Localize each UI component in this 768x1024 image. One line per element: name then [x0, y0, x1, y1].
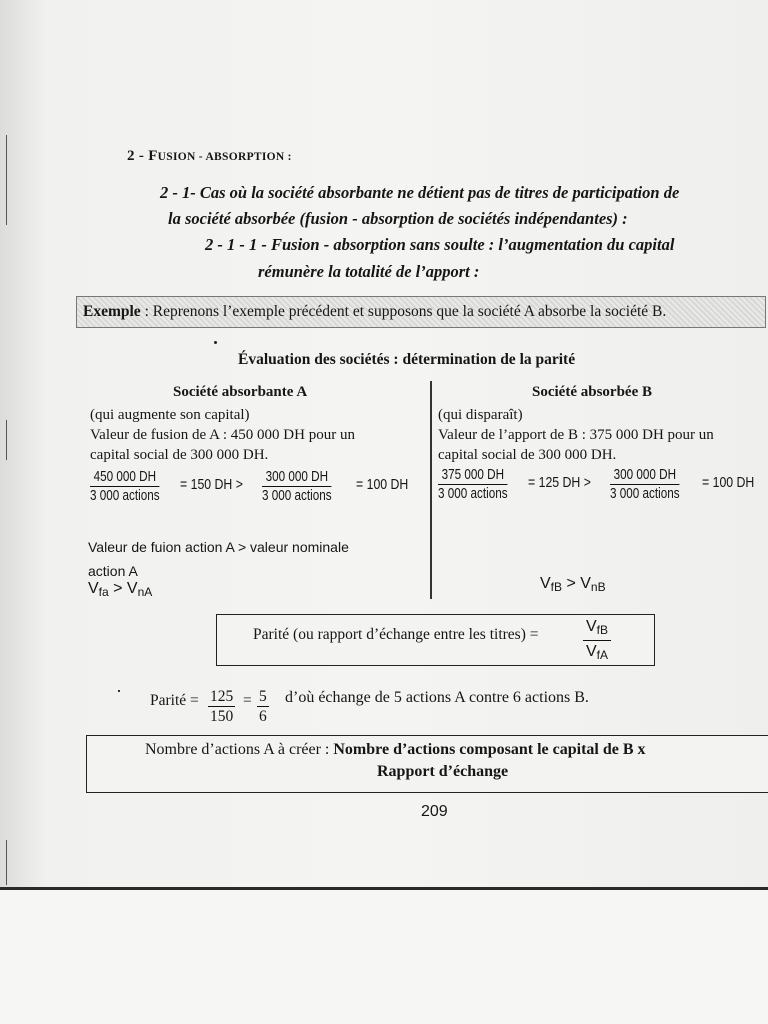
left-note-line: Valeur de fuion action A > valeur nominale	[88, 539, 349, 555]
scan-background	[0, 890, 768, 1024]
margin-mark	[6, 135, 7, 225]
subsubsection-heading	[205, 231, 674, 285]
column-divider	[430, 381, 432, 599]
example-body: : Reprenons l’exemple précédent et supposons que la société A absorbe la société B.	[140, 303, 667, 320]
parity-definition-text: Parité (ou rapport d’échange entre les titres) =	[253, 626, 539, 643]
fraction-numerator: 300 000 DH	[610, 466, 680, 485]
formula-box	[86, 735, 768, 793]
speck	[118, 690, 120, 692]
parity-fraction	[583, 617, 611, 666]
parity-equals: =	[243, 692, 252, 709]
right-column-text	[438, 405, 714, 465]
section-heading: 2 - FUSION - ABSORPTION :	[127, 148, 292, 164]
left-value-comparison: $V_{fa} > V_{nA}$	[88, 580, 153, 599]
left-note	[88, 535, 349, 583]
fraction-denominator: 3 000 actions	[90, 487, 160, 504]
right-text-line: capital social de 300 000 DH.	[438, 447, 617, 463]
left-equation-result: = 100 DH	[356, 476, 409, 493]
subsection-heading-line2: la société absorbée (fusion - absorption de sociétés indépendantes) :	[168, 209, 628, 228]
parity-fraction-simplified	[257, 687, 269, 727]
right-equation-result: = 100 DH	[702, 474, 755, 491]
fraction-numerator: 125	[210, 688, 234, 705]
fraction-numerator: 5	[259, 688, 267, 705]
left-text-line: (qui augmente son capital)	[90, 407, 250, 423]
example-text	[83, 303, 666, 321]
right-fraction-nominal	[610, 466, 680, 503]
example-box	[76, 296, 766, 328]
fraction-denominator: 3 000 actions	[610, 485, 680, 502]
fraction-denominator: 150	[210, 708, 234, 725]
left-text-line: capital social de 300 000 DH.	[90, 447, 269, 463]
right-column-title: Société absorbée B	[532, 384, 652, 400]
left-fraction-fusion	[90, 468, 160, 505]
left-text-line: Valeur de fusion de A : 450 000 DH pour un	[90, 427, 355, 443]
right-value-comparison: $V_{fB} > V_{nB}$	[540, 575, 606, 594]
left-note-line: action A	[88, 563, 138, 579]
margin-mark	[6, 420, 7, 460]
left-column-title: Société absorbante A	[173, 384, 308, 400]
page-number: 209	[421, 803, 448, 820]
left-fraction-nominal	[262, 468, 332, 505]
margin-mark	[6, 840, 7, 885]
right-text-line: (qui disparaît)	[438, 407, 523, 423]
left-column-text	[90, 405, 355, 465]
parity-definition-box	[216, 614, 655, 666]
evaluation-title: Évaluation des sociétés : détermination de la parité	[238, 351, 576, 368]
fraction-denominator: 6	[259, 708, 267, 725]
fraction-denominator: 3 000 actions	[438, 485, 508, 502]
parity-label: Parité =	[150, 692, 199, 709]
subsubsection-heading-line2: rémunère la totalité de l’apport :	[258, 262, 480, 281]
subsubsection-heading-line1: 2 - 1 - 1 - Fusion - absorption sans soulte : l’augmentation du capital	[205, 235, 675, 254]
subsection-heading	[160, 180, 679, 232]
right-text-line: Valeur de l’apport de B : 375 000 DH pour un	[438, 427, 714, 443]
speck	[214, 341, 217, 344]
formula-line1: Nombre d’actions A à créer : Nombre d’actions composant le capital de B x	[145, 741, 646, 758]
parity-fraction-values	[208, 687, 235, 727]
fraction-numerator: 300 000 DH	[262, 468, 332, 487]
parity-denominator: $V_{fA}$	[586, 643, 609, 662]
fraction-numerator: 450 000 DH	[90, 468, 160, 487]
right-fraction-apport	[438, 466, 508, 503]
formula-line2: Rapport d’échange	[377, 763, 509, 780]
right-equation-middle: = 125 DH >	[528, 474, 591, 491]
subsection-heading-line1: 2 - 1- Cas où la société absorbante ne détient pas de titres de participation de	[160, 183, 680, 202]
fraction-denominator: 3 000 actions	[262, 487, 332, 504]
example-label: Exemple	[83, 303, 141, 320]
fraction-numerator: 375 000 DH	[438, 466, 508, 485]
left-equation-middle: = 150 DH >	[180, 476, 243, 493]
parity-numerator: $V_{fB}$	[583, 617, 611, 641]
parity-conclusion: d’où échange de 5 actions A contre 6 actions B.	[285, 689, 589, 706]
page-bottom-edge	[0, 887, 768, 890]
